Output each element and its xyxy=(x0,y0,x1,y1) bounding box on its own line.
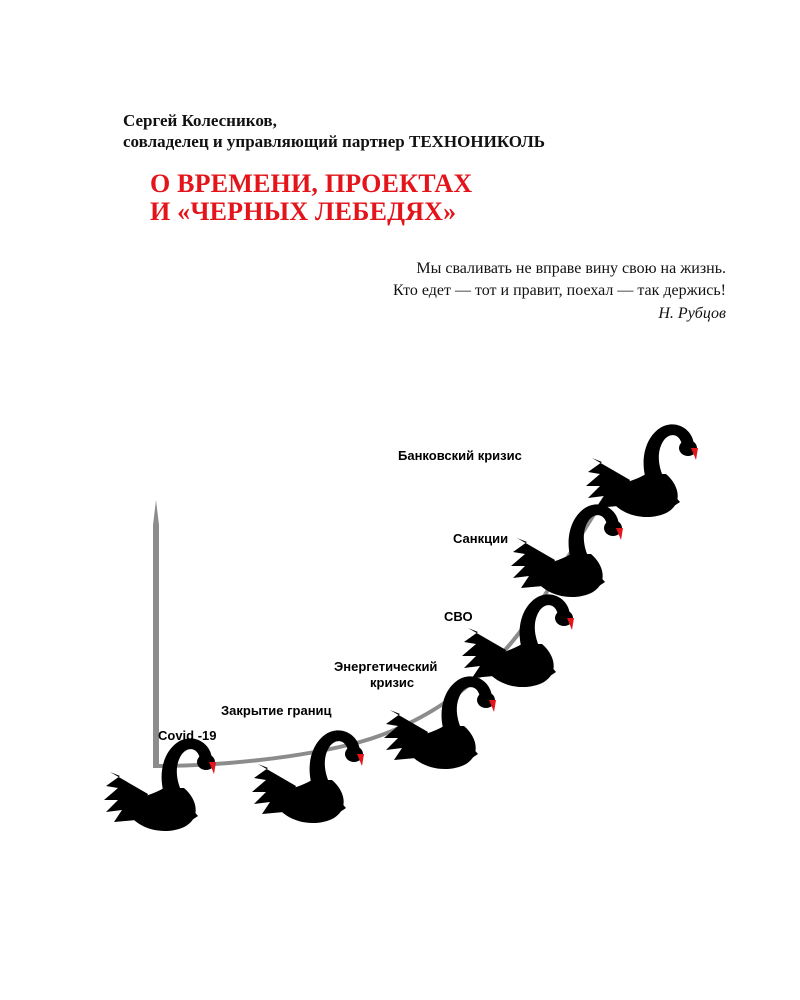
swan-icon xyxy=(511,504,623,597)
label-banking-crisis: Банковский кризис xyxy=(398,448,522,463)
label-sanctions: Санкции xyxy=(453,531,509,546)
author-position: совладелец и управляющий партнер ТЕХНОНИКОЛЬ xyxy=(123,132,546,151)
timeline-curve xyxy=(158,490,610,766)
epigraph-line-2: Кто едет — тот и правит, поехал — так держись! xyxy=(393,282,726,299)
swan-icon xyxy=(462,594,574,687)
author-name: Сергей Колесников, xyxy=(123,111,277,130)
label-energy-crisis-2: кризис xyxy=(370,675,415,690)
label-svo: СВО xyxy=(444,609,473,624)
epigraph-line-1: Мы сваливать не вправе вину свою на жизнь. xyxy=(416,260,726,277)
swan-icon xyxy=(586,424,698,517)
title-line-2: И «ЧЕРНЫХ ЛЕБЕДЯХ» xyxy=(150,197,457,226)
label-covid: Covid -19 xyxy=(158,728,217,743)
title-line-1: О ВРЕМЕНИ, ПРОЕКТАХ xyxy=(150,169,473,198)
label-border-closure: Закрытие границ xyxy=(221,703,332,718)
swan-icon xyxy=(384,676,496,769)
epigraph-author: Н. Рубцов xyxy=(658,305,726,322)
label-energy-crisis-1: Энергетический xyxy=(334,659,438,674)
swan-icon xyxy=(104,738,216,831)
swan-icon xyxy=(252,730,364,823)
